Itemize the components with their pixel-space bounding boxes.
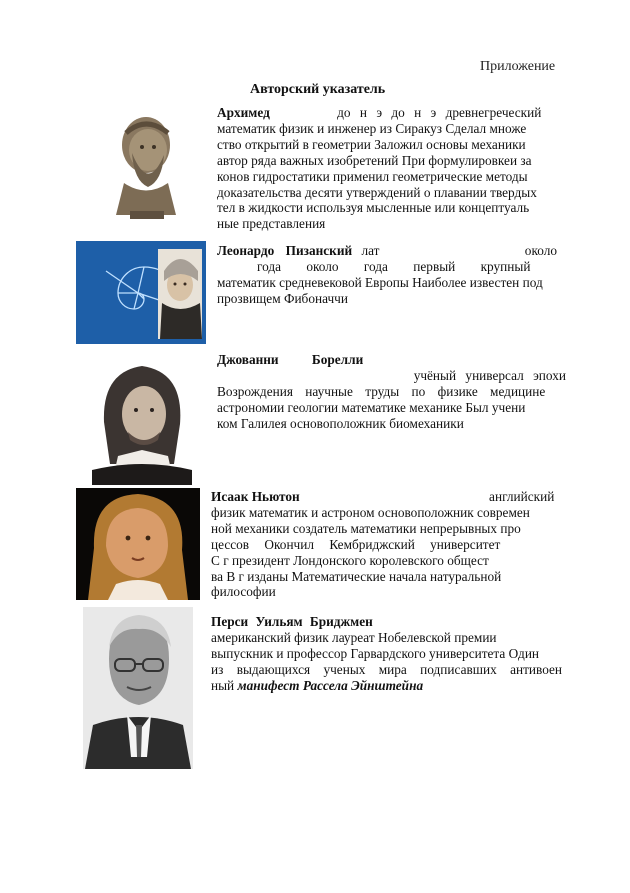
entry-line: до н э до н э древнегреческий — [337, 105, 542, 120]
entry-line: английский — [489, 489, 555, 504]
entry-line: прозвищем Фибоначчи — [217, 290, 348, 306]
page-title: Авторский указатель — [250, 82, 386, 97]
entry-line: цессов Окончил Кембриджский университет — [211, 536, 501, 552]
entry-line: конов гидростатики применил геометрические методы — [217, 168, 528, 184]
entry-line: математик физик и инженер из Сиракуз Сделал множе — [217, 120, 527, 136]
entry-line: физик математик и астроном основоположник современ — [211, 504, 530, 520]
manifesto-italic-text: манифест Рассела Эйнштейна — [237, 677, 424, 693]
entry-line: ной механики создатель математики непрерывных про — [211, 520, 521, 536]
entry-line: тел в жидкости используя мысленные или концептуаль — [217, 200, 530, 216]
entry-line: из выдающихся ученых мира подписавших антивоен — [211, 661, 563, 677]
entry-line: ком Галилея основоположник биомеханики — [217, 415, 464, 431]
entry-line: года около года первый крупный — [257, 258, 531, 274]
newton-portrait-icon — [76, 488, 200, 600]
borelli-portrait-icon — [88, 352, 196, 485]
entry-line: математик средневековой Европы Наиболее известен под — [217, 274, 543, 290]
entry-line: автор ряда важных изобретений При формулировкеи за — [217, 152, 532, 168]
entry-line: учёный универсал эпохи — [413, 367, 566, 383]
appendix-label: Приложение — [480, 59, 556, 74]
entry-line: лат около — [361, 243, 557, 258]
entry-leonardo — [217, 243, 566, 307]
entry-line: С г президент Лондонского королевского общест — [211, 552, 489, 568]
entry-newton — [211, 489, 566, 600]
bridgman-portrait-icon — [83, 607, 193, 769]
archimedes-bust-icon — [96, 103, 184, 220]
entry-line: философии — [211, 584, 276, 600]
fibonacci-spiral-portrait-icon — [76, 241, 206, 344]
entry-line: доказательства десяти утверждений о плавании твердых — [217, 184, 537, 200]
entry-bridgman — [211, 614, 566, 694]
entry-line: ные представления — [217, 216, 326, 232]
entry-name: Исаак Ньютон — [211, 489, 300, 504]
entry-name: Перси Уильям Бриджмен — [211, 614, 373, 629]
entry-name: Леонардо Пизанский — [217, 243, 353, 258]
entry-line: ва В г изданы Математические начала натуральной — [211, 568, 502, 584]
entry-line: ный — [211, 677, 235, 693]
entry-line: астрономии геологии математике механике Был учени — [217, 399, 526, 415]
entry-line: выпускник и профессор Гарвардского университета Один — [211, 645, 540, 661]
entry-archimedes — [217, 105, 566, 232]
entry-borelli — [217, 352, 566, 432]
entry-name: Джованни Борелли — [217, 352, 364, 367]
entry-line: американский физик лауреат Нобелевской премии — [211, 629, 497, 645]
entry-line: ство открытий в геометрии Заложил основы механики — [217, 136, 526, 152]
entry-line: Возрождения научные труды по физике медицине — [217, 383, 546, 399]
entry-name: Архимед — [217, 105, 270, 120]
